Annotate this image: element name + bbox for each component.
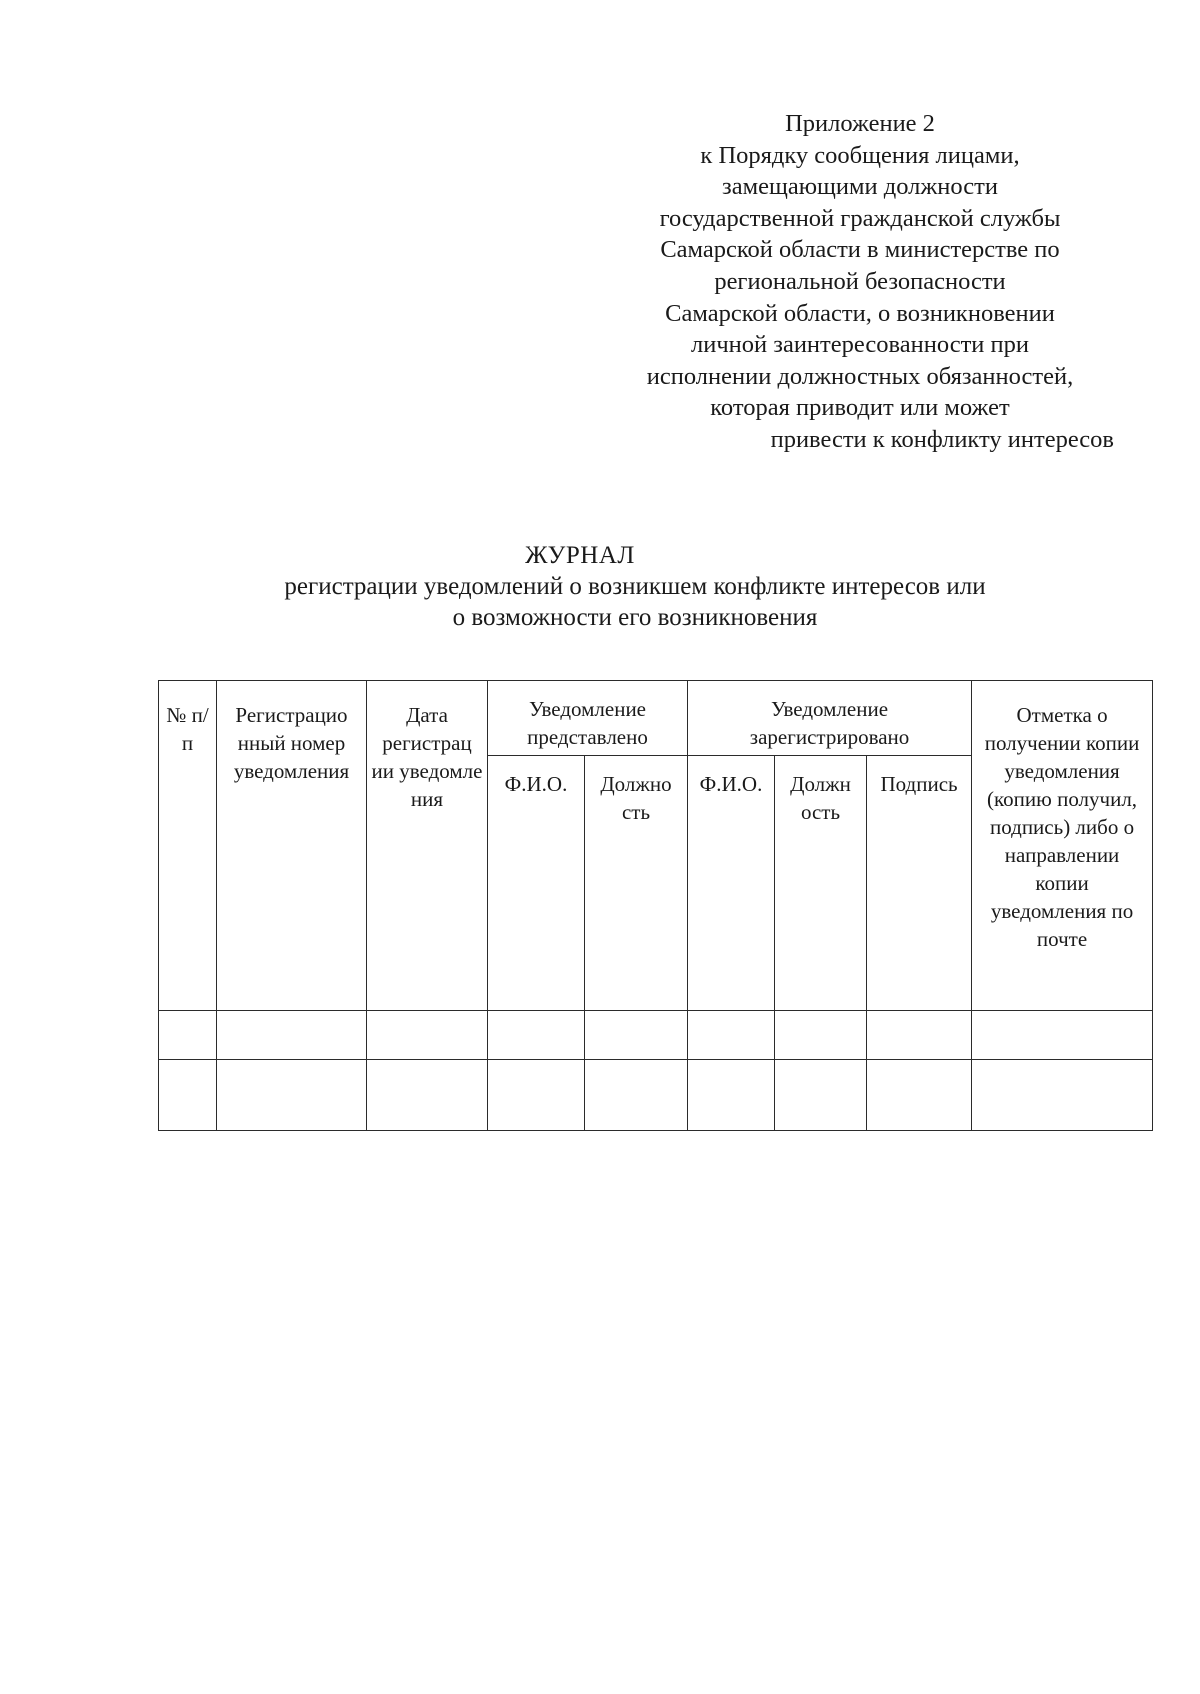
table-cell xyxy=(488,1011,585,1060)
table-cell xyxy=(867,1060,972,1131)
header-receipt-mark: Отметка о получении копии уведомления (копию получил, подпись) либо о направлении копии уведомления по почте xyxy=(972,681,1153,1011)
journal-subtitle-line-2: о возможности его возникновения xyxy=(452,604,818,631)
header-registered-group: Уведомление зарегистрировано xyxy=(688,681,972,756)
journal-heading: ЖУРНАЛ xyxy=(525,542,635,569)
appendix-line: Самарской области в министерстве по xyxy=(660,236,1060,264)
header-registered-signature: Подпись xyxy=(867,756,972,1011)
header-submitted-fio: Ф.И.О. xyxy=(488,756,585,1011)
appendix-line: личной заинтересованности при xyxy=(691,331,1029,359)
appendix-line: региональной безопасности xyxy=(714,267,1006,295)
table-cell xyxy=(585,1060,688,1131)
table-cell xyxy=(775,1060,867,1131)
table-cell xyxy=(217,1011,367,1060)
table-cell xyxy=(159,1011,217,1060)
registration-journal-table xyxy=(158,680,1153,1131)
appendix-block xyxy=(560,108,1160,456)
table-cell xyxy=(688,1011,775,1060)
table-cell xyxy=(367,1060,488,1131)
table-cell xyxy=(972,1011,1153,1060)
appendix-line: государственной гражданской службы xyxy=(659,204,1061,232)
table-cell xyxy=(217,1060,367,1131)
appendix-line: исполнении должностных обязанностей, xyxy=(646,362,1074,390)
table-cell xyxy=(488,1060,585,1131)
appendix-line: Приложение 2 xyxy=(785,110,935,137)
header-submitted-group: Уведомление представлено xyxy=(488,681,688,756)
journal-subtitle-line-1: регистрации уведомлений о возникшем конфликте интересов или xyxy=(284,573,986,600)
appendix-line: Самарской области, о возникновении xyxy=(665,299,1055,327)
journal-title-block xyxy=(200,540,1130,633)
table-cell xyxy=(367,1011,488,1060)
appendix-line: которая приводит или может xyxy=(710,394,1010,422)
header-registered-fio: Ф.И.О. xyxy=(688,756,775,1011)
table-cell xyxy=(159,1060,217,1131)
table-cell xyxy=(867,1011,972,1060)
table-row xyxy=(159,1060,1153,1131)
appendix-line: привести к конфликту интересов xyxy=(770,425,1114,453)
appendix-line: к Порядку сообщения лицами, xyxy=(700,141,1020,169)
header-reg-date: Дата регистрац ии уведомле ния xyxy=(367,681,488,1011)
table-cell xyxy=(688,1060,775,1131)
header-registered-position: Должн ость xyxy=(775,756,867,1011)
header-submitted-position: Должно сть xyxy=(585,756,688,1011)
table-cell xyxy=(585,1011,688,1060)
table-cell xyxy=(972,1060,1153,1131)
table-row xyxy=(159,1011,1153,1060)
appendix-line: замещающими должности xyxy=(722,173,998,201)
header-number: № п/п xyxy=(159,681,217,1011)
table-cell xyxy=(775,1011,867,1060)
table-header-row xyxy=(159,681,1153,756)
header-reg-number: Регистрацио нный номер уведомления xyxy=(217,681,367,1011)
